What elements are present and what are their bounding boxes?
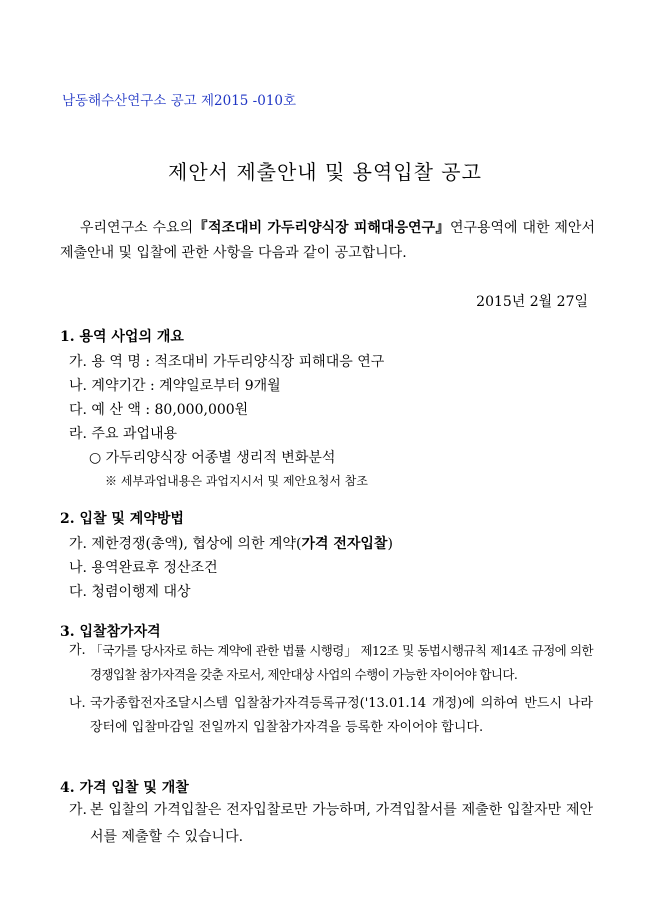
s1-item-name: 가. 용 역 명 : 적조대비 가두리양식장 피해대응 연구 xyxy=(69,354,385,370)
notice-number: 남동해수산연구소 공고 제2015 -010호 xyxy=(62,93,297,109)
s2-item-method-prefix: 가. 제한경쟁(총액), 협상에 의한 계약( xyxy=(69,536,302,552)
s1-item-tasks: 라. 주요 과업내용 xyxy=(69,426,178,442)
s2-item-method-bold: 가격 전자입찰 xyxy=(301,536,388,552)
s1-note: ※ 세부과업내용은 과업지시서 및 제안요청서 참조 xyxy=(105,474,368,488)
intro-after: 연구용역에 대한 제안서 제출안내 및 입찰에 관한 사항을 다음과 같이 공고합니다. xyxy=(60,220,595,261)
s3-item-a-label: 가. xyxy=(69,643,86,658)
section-1-heading: 1. 용역 사업의 개요 xyxy=(60,329,184,345)
s4-item-a-text: 본 입찰의 가격입찰은 전자입찰로만 가능하며, 가격입찰서를 제출한 입찰자만 제안서를 제출할 수 있습니다. xyxy=(90,802,593,845)
s1-subitem: ○ 가두리양식장 어종별 생리적 변화분석 xyxy=(89,450,336,466)
s3-item-a-text: 「국가를 당사자로 하는 계약에 관한 법률 시행령」 제12조 및 동법시행규칙 제14조 규정에 의한 경쟁입찰 참가자격을 갖춘 자로서, 제안대상 사업의 수행이 가능한 자이어야 합니다. xyxy=(90,643,593,682)
s2-item-integrity: 다. 청렴이행제 대상 xyxy=(69,584,191,600)
s3-item-b xyxy=(69,692,593,740)
section-3-heading: 3. 입찰참가자격 xyxy=(60,624,161,640)
s3-item-b-label: 나. xyxy=(69,696,86,711)
intro-before: 우리연구소 수요의 xyxy=(80,220,194,236)
s3-item-a xyxy=(69,639,593,687)
s1-item-period: 나. 계약기간 : 계약일로부터 9개월 xyxy=(69,378,281,394)
document-title: 제안서 제출안내 및 용역입찰 공고 xyxy=(168,160,482,184)
intro-paragraph xyxy=(60,216,595,266)
s2-item-method xyxy=(69,533,393,553)
s2-item-method-suffix: ) xyxy=(387,536,393,552)
section-2-heading: 2. 입찰 및 계약방법 xyxy=(60,511,184,527)
section-4-heading: 4. 가격 입찰 및 개찰 xyxy=(60,780,189,796)
s2-item-settlement: 나. 용역완료후 정산조건 xyxy=(69,560,218,576)
s1-item-budget: 다. 예 산 액 : 80,000,000원 xyxy=(69,402,249,418)
intro-project-name: 『적조대비 가두리양식장 피해대응연구』 xyxy=(193,220,450,236)
s4-item-a xyxy=(69,797,593,851)
s3-item-b-text: 국가종합전자조달시스템 입찰참가자격등록규정('13.01.14 개정)에 의하여 반드시 나라장터에 입찰마감일 전일까지 입찰참가자격을 등록한 자이어야 합니다. xyxy=(90,696,593,735)
s4-item-a-label: 가. xyxy=(69,802,87,818)
notice-date: 2015년 2월 27일 xyxy=(476,294,588,310)
